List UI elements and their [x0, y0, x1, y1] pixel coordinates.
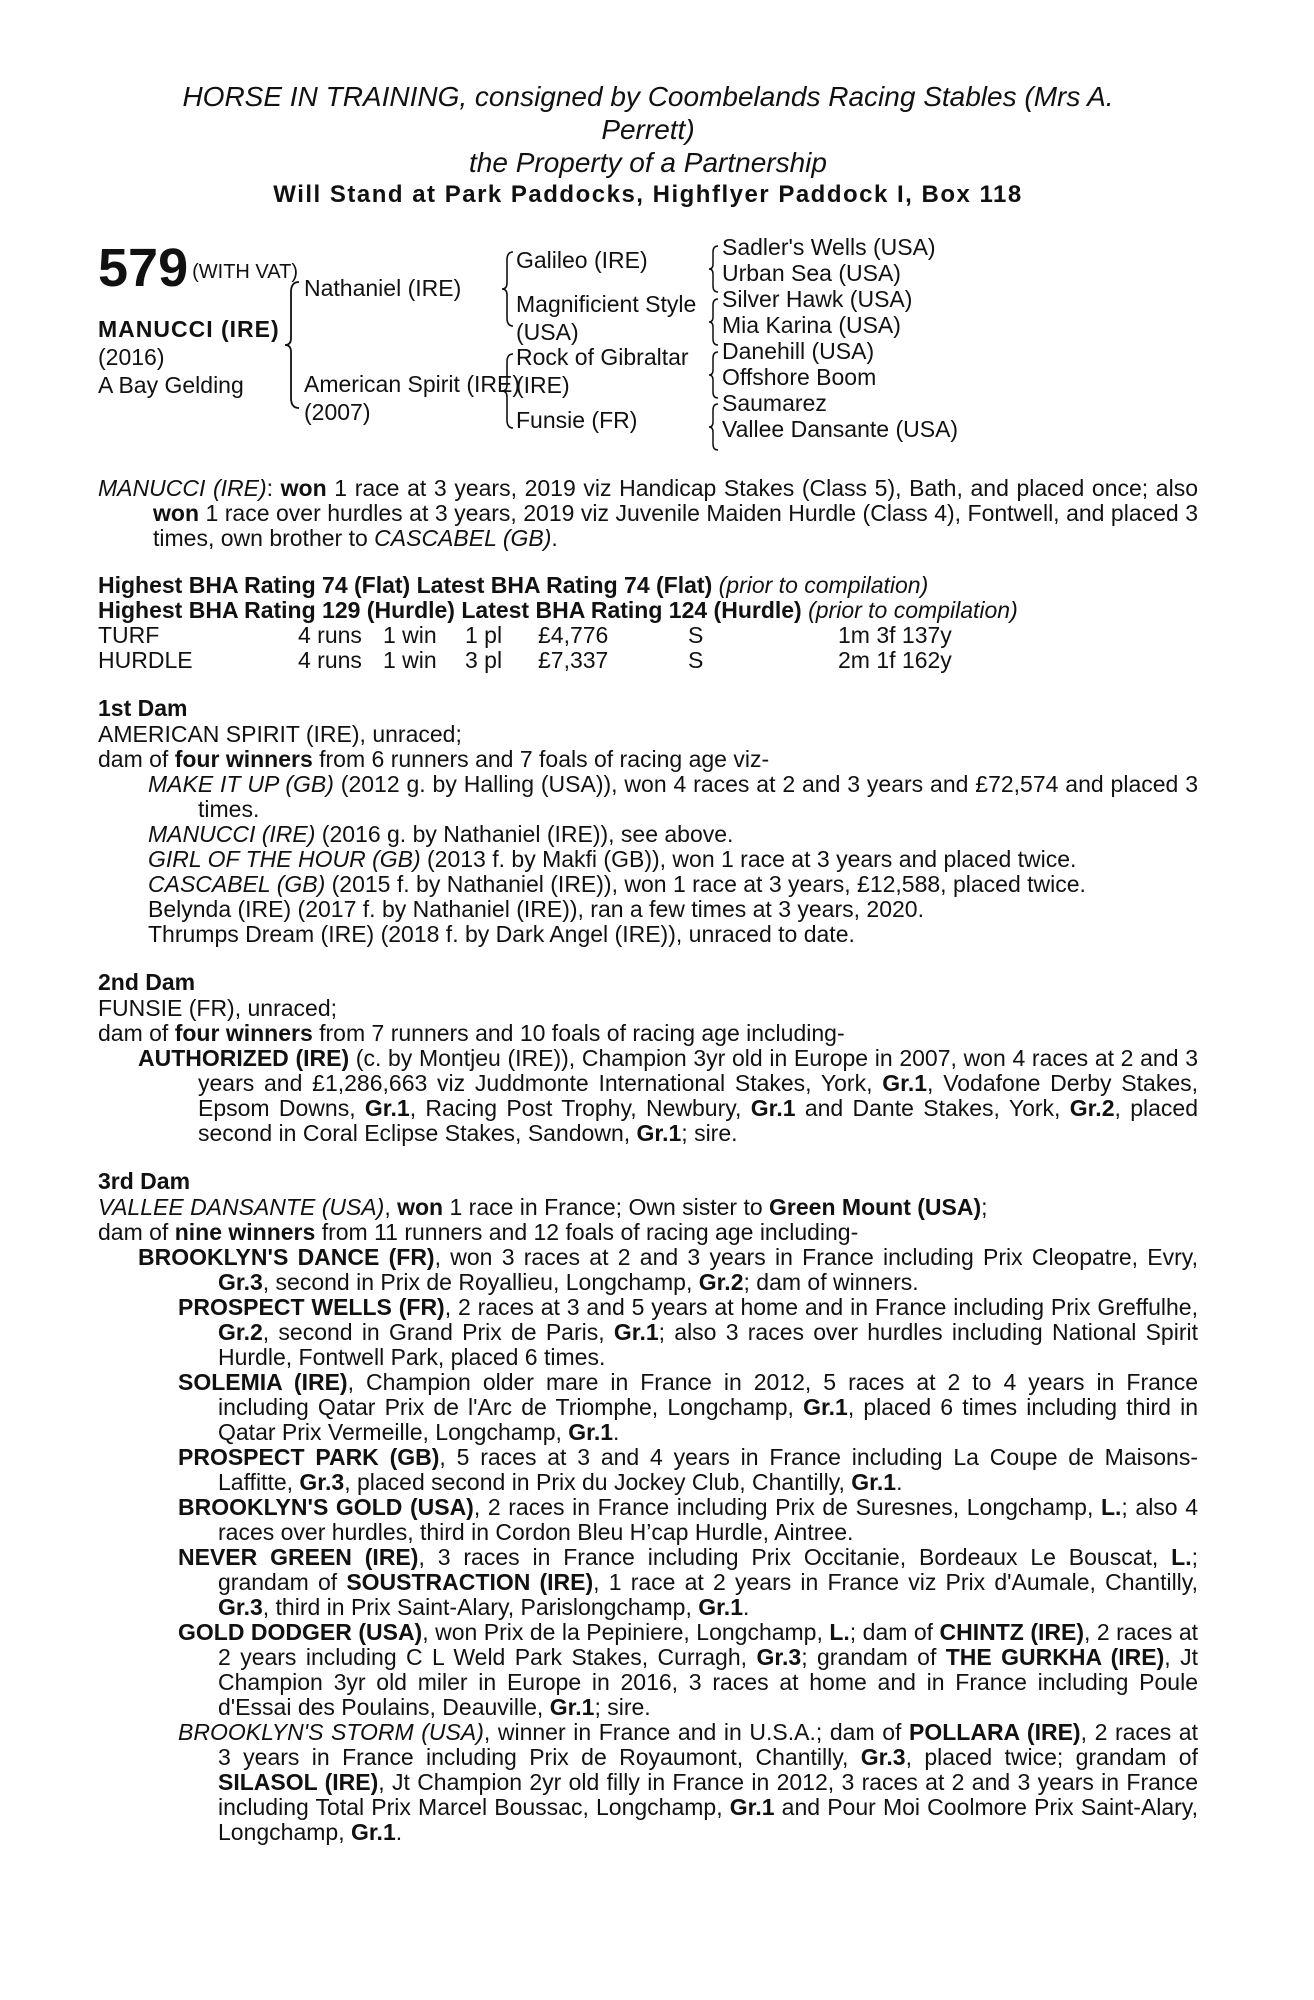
- offspring-entry: [98, 1545, 1198, 1620]
- dam-name-line-2: (2007): [304, 399, 371, 425]
- text: ; dam of: [849, 1619, 940, 1645]
- third-dam-name: [98, 1195, 1198, 1220]
- sister-name: Green Mount (USA): [769, 1194, 982, 1220]
- stand-location: Will Stand at Park Paddocks, Highflyer Paddock I, Box 118: [273, 181, 1023, 208]
- offspring-name: PROSPECT WELLS (FR): [178, 1294, 445, 1320]
- text: from 7 runners and 10 foals of racing age including-: [312, 1020, 845, 1046]
- ancestor-1: Sadler's Wells (USA): [722, 234, 936, 260]
- record-distance: 1m 3f 137y: [838, 622, 952, 648]
- record-placed: 1 pl: [465, 622, 503, 648]
- summary-text: .: [551, 525, 558, 551]
- text: from 6 runners and 7 foals of racing age viz-: [312, 746, 770, 772]
- second-dam-section: [98, 996, 1198, 1146]
- text: ,: [384, 1194, 398, 1220]
- record-prize: £4,776: [538, 622, 609, 648]
- ancestor-7: Saumarez: [722, 390, 827, 416]
- text: , 1 race at 2 years in France viz Prix d'Aumale, Chantilly,: [593, 1569, 1198, 1595]
- consignor-heading: [98, 80, 1198, 179]
- text: , 2 races at 3 years in France including Prix de Royaumont, Chantilly,: [218, 1719, 1198, 1770]
- text: , third in Prix Saint-Alary, Parislongchamp,: [262, 1594, 699, 1620]
- offspring-name: BROOKLYN'S STORM (USA): [178, 1719, 484, 1745]
- grade: Gr.3: [218, 1594, 263, 1620]
- offspring-entry: [98, 872, 1198, 897]
- consignor-line-1: HORSE IN TRAINING, consigned by Coombelands Racing Stables (Mrs A.: [182, 81, 1114, 112]
- sire-line-brace: [500, 250, 516, 328]
- offspring-name: MANUCCI (IRE): [148, 821, 316, 847]
- rating-note: (prior to compilation): [712, 572, 929, 598]
- dam-sire-line-2: (IRE): [516, 372, 570, 398]
- sire-dam-line-1: Magnificient Style: [516, 291, 697, 317]
- rating-flat-text: Highest BHA Rating 74 (Flat) Latest BHA Rating 74 (Flat): [98, 572, 713, 598]
- grandchild-name: SILASOL (IRE): [218, 1769, 379, 1795]
- grandchild-name: CHINTZ (IRE): [939, 1619, 1084, 1645]
- summary-text: :: [266, 475, 281, 501]
- offspring-entry: [98, 822, 1198, 847]
- rating-hurdle: [98, 598, 1198, 623]
- offspring-entry: [98, 1720, 1198, 1845]
- grandparents-column: [722, 234, 958, 442]
- dam-dam: Funsie (FR): [516, 407, 638, 433]
- text: dam of: [98, 1020, 175, 1046]
- sire-dam: [516, 290, 696, 346]
- grade: Gr.2: [218, 1319, 263, 1345]
- ancestor-4: Mia Karina (USA): [722, 312, 901, 338]
- summary-won: won: [153, 500, 199, 526]
- second-dam-summary: [98, 1021, 1198, 1046]
- grade: Gr.1: [803, 1394, 848, 1420]
- offspring-name: GOLD DODGER (USA): [178, 1619, 423, 1645]
- second-dam-heading: 2nd Dam: [98, 969, 196, 995]
- first-dam-name: AMERICAN SPIRIT (IRE), unraced;: [98, 721, 462, 747]
- ancestor-2: Urban Sea (USA): [722, 260, 901, 286]
- text: ; also 3 races over hurdles including National Spirit Hurdle, Fontwell Park, placed 6 times.: [218, 1319, 1198, 1370]
- offspring-details: (2015 f. by Nathaniel (IRE)), won 1 race at 3 years, £12,588, placed twice.: [325, 871, 1086, 897]
- text: , Racing Post Trophy, Newbury,: [409, 1095, 751, 1121]
- offspring-details: (2013 f. by Makfi (GB)), won 1 race at 3 years and placed twice.: [420, 846, 1077, 872]
- record-prize: £7,337: [538, 647, 609, 673]
- ratings: [98, 573, 1198, 623]
- catalogue-page: [98, 80, 1199, 1845]
- text: from 11 runners and 12 foals of racing age including-: [315, 1219, 859, 1245]
- text: .: [896, 1469, 903, 1495]
- record-runs: 4 runs: [298, 647, 362, 673]
- property-line: the Property of a Partnership: [469, 147, 827, 178]
- offspring-entry: [98, 1295, 1198, 1370]
- text: , second in Grand Prix de Paris,: [262, 1319, 614, 1345]
- offspring-details: (2016 g. by Nathaniel (IRE)), see above.: [315, 821, 734, 847]
- ancestor-3: Silver Hawk (USA): [722, 286, 913, 312]
- record-row: [98, 648, 1198, 673]
- record-type: TURF: [98, 622, 160, 648]
- record-going: S: [688, 647, 704, 673]
- text: , Vodafone Derby Stakes, Epsom Downs,: [198, 1070, 1199, 1121]
- listed: L.: [1100, 1494, 1122, 1520]
- text: .: [613, 1419, 620, 1445]
- horse-name: MANUCCI (IRE): [98, 315, 280, 342]
- offspring-name: AUTHORIZED (IRE): [138, 1045, 350, 1071]
- offspring-entry: [98, 1620, 1198, 1720]
- offspring-entry: [98, 847, 1198, 872]
- summary-text: 1 race at 3 years, 2019 viz Handicap Stakes (Class 5), Bath, and placed once; also: [326, 475, 1198, 501]
- record-wins: 1 win: [383, 622, 437, 648]
- grandchild-name: SOUSTRACTION (IRE): [346, 1569, 594, 1595]
- text: (c. by Montjeu (IRE)), Champion 3yr old in Europe in 2007, won 4 races at 2 and 3 years and £1,286,663 viz Juddmonte International Stakes, York,: [198, 1045, 1198, 1096]
- lot-number-value: 579: [98, 238, 189, 298]
- grade: Gr.1: [613, 1319, 659, 1345]
- text: ; also 4 races over hurdles, third in Cordon Bleu H’cap Hurdle, Aintree.: [218, 1494, 1198, 1545]
- horse-year: (2016): [98, 343, 165, 370]
- text: , winner in France and in U.S.A.; dam of: [483, 1719, 909, 1745]
- text: ; grandam of: [218, 1544, 1198, 1595]
- offspring-entry: [98, 772, 1198, 822]
- grade: Gr.1: [882, 1070, 928, 1096]
- text: dam of: [98, 746, 175, 772]
- text: .: [743, 1594, 750, 1620]
- third-dam-heading: 3rd Dam: [98, 1168, 191, 1194]
- horse-description: A Bay Gelding: [98, 371, 244, 398]
- text: , 5 races at 3 and 4 years in France including La Coupe de Maisons-Laffitte,: [218, 1444, 1198, 1495]
- dam-sire: [516, 343, 689, 399]
- won: won: [397, 1194, 444, 1220]
- grand-brace-4: [707, 402, 721, 452]
- offspring-entry: [98, 1245, 1198, 1295]
- vat-label: (WITH VAT): [192, 260, 299, 283]
- offspring-details: (2012 g. by Halling (USA)), won 4 races at 2 and 3 years and £72,574 and placed 3 times.: [198, 771, 1198, 822]
- grade: Gr.3: [299, 1469, 345, 1495]
- text: , Jt Champion 3yr old miler in Europe in 2016, 3 races at home and in France including Poule d'Essai des Poulains, Deauville,: [218, 1644, 1198, 1720]
- text: ; grandam of: [801, 1644, 946, 1670]
- text: , 2 races at 3 and 5 years at home and in France including Prix Greffulhe,: [444, 1294, 1198, 1320]
- offspring-entry: Thrumps Dream (IRE) (2018 f. by Dark Angel (IRE)), unraced to date.: [148, 921, 855, 947]
- grand-brace-1: [707, 244, 721, 294]
- dam-name: [304, 370, 520, 426]
- text: , Jt Champion 2yr old filly in France in 2012, 3 races at 2 and 3 years in France including Total Prix Marcel Boussac, Longchamp,: [218, 1769, 1198, 1820]
- offspring-entry: [98, 1445, 1198, 1495]
- record-going: S: [688, 622, 704, 648]
- text: , placed 6 times including third in Qatar Prix Vermeille, Longchamp,: [218, 1394, 1199, 1445]
- grade: Gr.1: [364, 1095, 410, 1121]
- grandchild-name: POLLARA (IRE): [909, 1719, 1081, 1745]
- first-dam-heading: 1st Dam: [98, 695, 188, 721]
- grade: Gr.1: [568, 1419, 614, 1445]
- text: ; dam of winners.: [743, 1269, 919, 1295]
- ancestor-8: Vallee Dansante (USA): [722, 416, 959, 442]
- record-placed: 3 pl: [465, 647, 503, 673]
- text: , won 3 races at 2 and 3 years in France including Prix Cleopatre, Evry,: [434, 1244, 1198, 1270]
- offspring-name: NEVER GREEN (IRE): [178, 1544, 419, 1570]
- text: and Pour Moi Coolmore Prix Saint-Alary, Longchamp,: [218, 1794, 1198, 1845]
- record-runs: 4 runs: [298, 622, 362, 648]
- text: , placed second in Prix du Jockey Club, Chantilly,: [344, 1469, 852, 1495]
- text: ; sire.: [594, 1694, 651, 1720]
- listed: L.: [829, 1619, 850, 1645]
- summary-won: won: [280, 475, 327, 501]
- dam-sire-line-1: Rock of Gibraltar: [516, 344, 689, 370]
- grand-brace-3: [707, 350, 721, 400]
- text: dam of: [98, 1219, 175, 1245]
- text: 1 race in France; Own sister to: [443, 1194, 770, 1220]
- text: ;: [981, 1194, 988, 1220]
- grade: Gr.1: [851, 1469, 897, 1495]
- grade: Gr.1: [750, 1095, 796, 1121]
- grade: Gr.1: [549, 1694, 595, 1720]
- second-dam-name: FUNSIE (FR), unraced;: [98, 995, 337, 1021]
- ancestor-5: Danehill (USA): [722, 338, 875, 364]
- text: , 2 races at 2 years including C L Weld Park Stakes, Curragh,: [218, 1619, 1198, 1670]
- dam-name-line-1: American Spirit (IRE): [304, 371, 520, 397]
- text: , won Prix de la Pepiniere, Longchamp,: [422, 1619, 830, 1645]
- record-wins: 1 win: [383, 647, 437, 673]
- race-record-table: [98, 623, 1198, 673]
- grade: Gr.3: [860, 1744, 906, 1770]
- winners-count: four winners: [174, 746, 313, 772]
- text: , placed twice; grandam of: [905, 1744, 1198, 1770]
- rating-flat: [98, 573, 1198, 598]
- summary-horse-name: MANUCCI (IRE): [98, 475, 267, 501]
- offspring-name: MAKE IT UP (GB): [148, 771, 334, 797]
- text: and Dante Stakes, York,: [795, 1095, 1070, 1121]
- first-dam-section: [98, 722, 1198, 947]
- grade: Gr.1: [698, 1594, 743, 1620]
- grade: Gr.2: [698, 1269, 744, 1295]
- horse-summary: [98, 476, 1198, 551]
- text: ; sire.: [681, 1120, 738, 1146]
- grand-brace-2: [707, 297, 721, 347]
- offspring-name: BROOKLYN'S DANCE (FR): [138, 1244, 435, 1270]
- dam-name: VALLEE DANSANTE (USA): [98, 1194, 385, 1220]
- rating-hurdle-text: Highest BHA Rating 129 (Hurdle) Latest BHA Rating 124 (Hurdle): [98, 597, 802, 623]
- grade: Gr.1: [350, 1819, 396, 1845]
- offspring-entry: Belynda (IRE) (2017 f. by Nathaniel (IRE)), ran a few times at 3 years, 2020.: [148, 896, 924, 922]
- offspring-entry: [98, 1370, 1198, 1445]
- offspring-name: CASCABEL (GB): [148, 871, 326, 897]
- sire-dam-brace: [283, 280, 303, 410]
- text: , second in Prix de Royallieu, Longchamp,: [262, 1269, 699, 1295]
- offspring-entry: [98, 1046, 1198, 1146]
- sire-dam-line-2: (USA): [516, 319, 579, 345]
- text: , 2 races in France including Prix de Suresnes, Longchamp,: [473, 1494, 1101, 1520]
- offspring-name: PROSPECT PARK (GB): [178, 1444, 440, 1470]
- grandchild-name: THE GURKHA (IRE): [945, 1644, 1165, 1670]
- text: .: [395, 1819, 403, 1845]
- grade: Gr.1: [729, 1794, 775, 1820]
- offspring-name: SOLEMIA (IRE): [178, 1369, 348, 1395]
- text: , placed second in Coral Eclipse Stakes, Sandown,: [198, 1095, 1198, 1146]
- third-dam-summary: [98, 1220, 1198, 1245]
- grade: Gr.3: [218, 1269, 263, 1295]
- offspring-name: GIRL OF THE HOUR (GB): [148, 846, 421, 872]
- first-dam-summary: [98, 747, 1198, 772]
- record-distance: 2m 1f 162y: [838, 647, 952, 673]
- body-content: [98, 476, 1198, 1845]
- record-type: HURDLE: [98, 647, 193, 673]
- summary-brother: CASCABEL (GB): [374, 525, 552, 551]
- record-row: [98, 623, 1198, 648]
- grade: Gr.3: [756, 1644, 802, 1670]
- ancestor-6: Offshore Boom: [722, 364, 877, 390]
- listed: L.: [1171, 1544, 1192, 1570]
- winners-count: four winners: [174, 1020, 313, 1046]
- consignor-line-2: Perrett): [601, 114, 695, 145]
- text: , 3 races in France including Prix Occitanie, Bordeaux Le Bouscat,: [418, 1544, 1172, 1570]
- text: , Champion older mare in France in 2012, 5 races at 2 to 4 years in France including Qatar Prix de l'Arc de Triomphe, Longchamp,: [218, 1369, 1198, 1420]
- rating-note: (prior to compilation): [801, 597, 1018, 623]
- offspring-entry: [98, 1495, 1198, 1545]
- grade: Gr.2: [1069, 1095, 1115, 1121]
- offspring-name: BROOKLYN'S GOLD (USA): [178, 1494, 474, 1520]
- winners-count: nine winners: [174, 1219, 316, 1245]
- third-dam-section: [98, 1195, 1198, 1845]
- summary-text: 1 race over hurdles at 3 years, 2019 viz Juvenile Maiden Hurdle (Class 4), Fontwell, and placed 3 times, own brother to: [153, 500, 1198, 551]
- sire-name: Nathaniel (IRE): [304, 275, 462, 301]
- grade: Gr.1: [636, 1120, 682, 1146]
- sire-sire: Galileo (IRE): [516, 247, 648, 273]
